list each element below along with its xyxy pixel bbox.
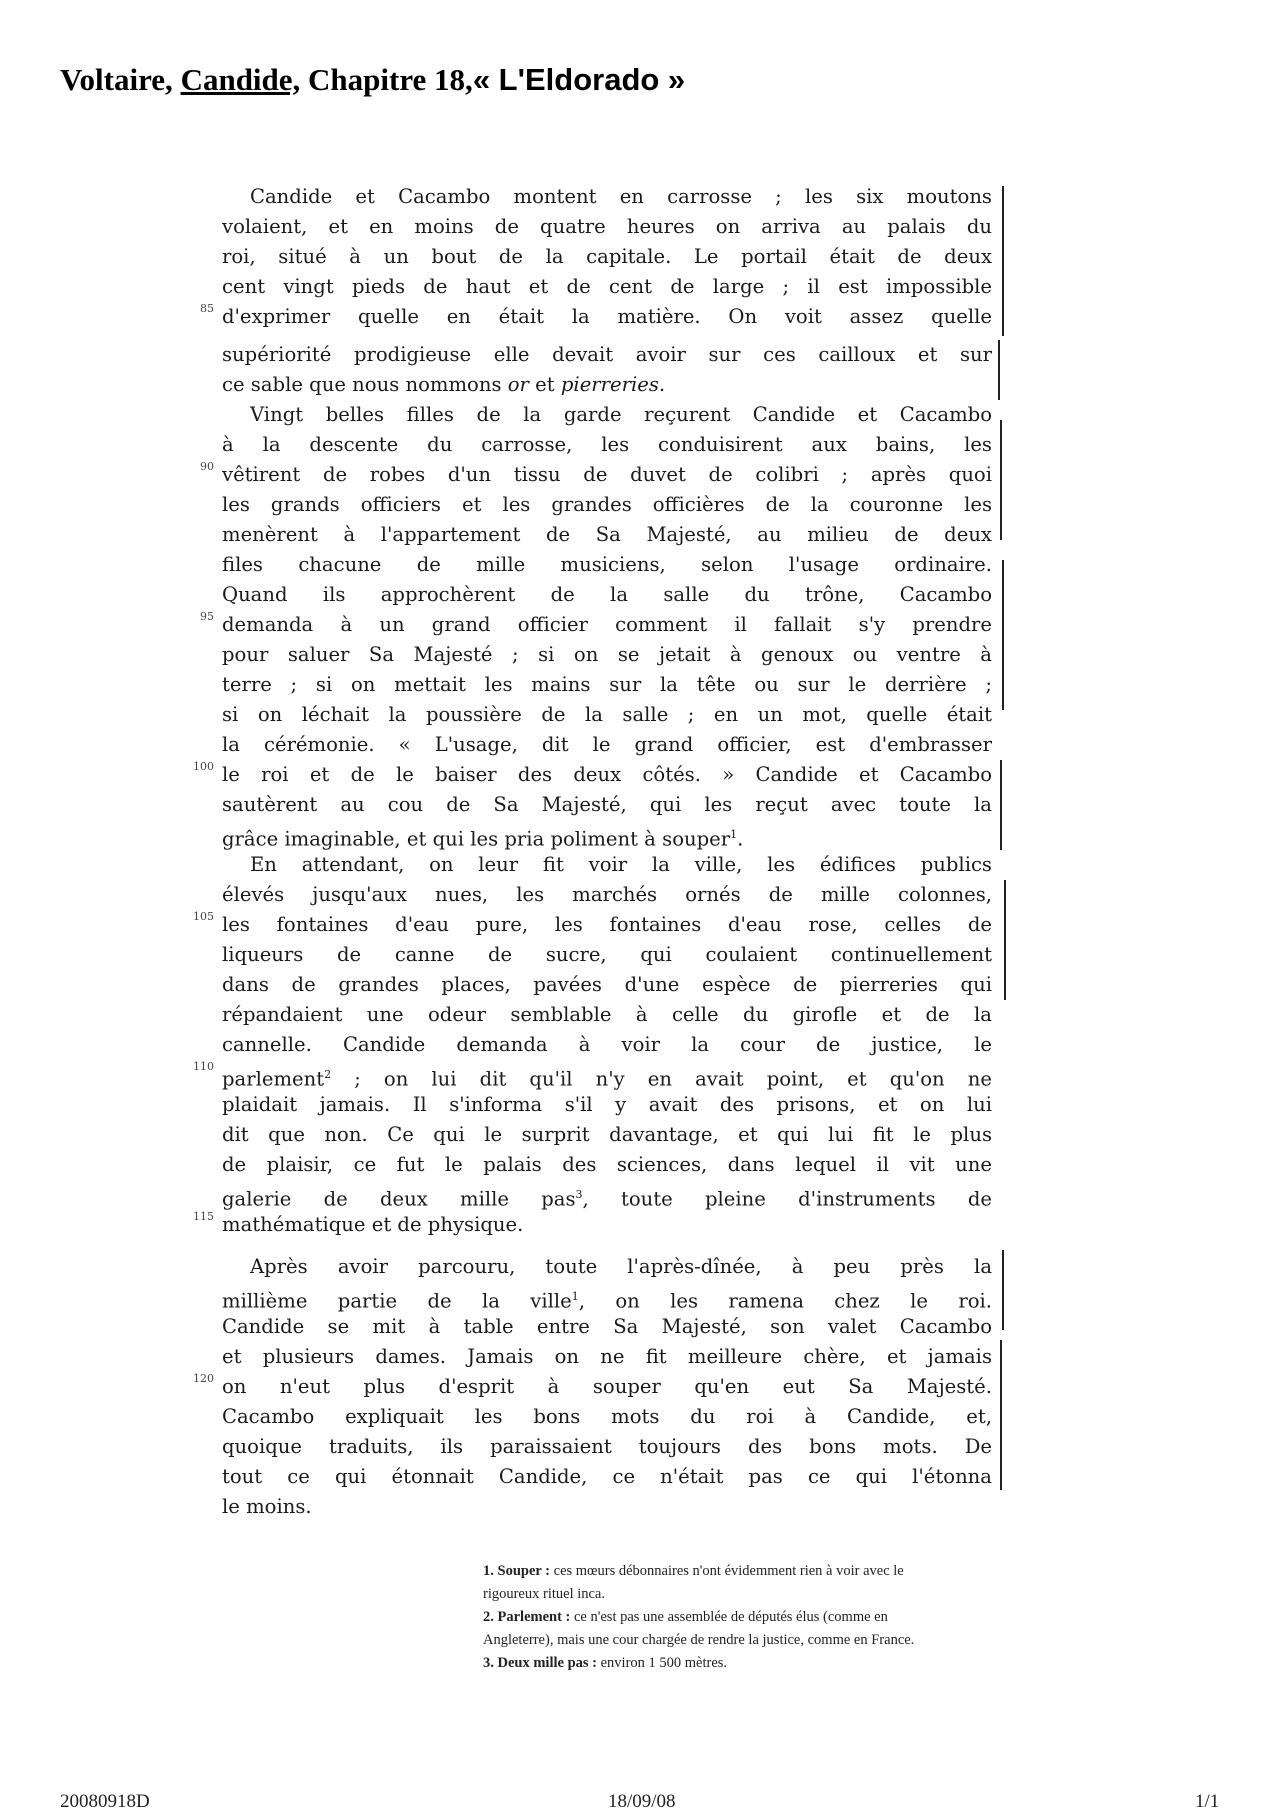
footnote: rigoureux rituel inca. (483, 1586, 605, 1602)
text-line: quoique traduits, ils paraissaient toujours des bons mots. De (222, 1435, 992, 1458)
text-line: mathématique et de physique. (222, 1213, 524, 1236)
work-title: Candide, (180, 62, 301, 97)
text-line: parlement$^2$ ; on lui dit qu'il n'y en avait point, et qu'on ne (222, 1067, 992, 1090)
footnote: Angleterre), mais une cour chargée de rendre la justice, comme en France. (483, 1632, 915, 1648)
footnote-ref: 1 (571, 1290, 579, 1303)
line-number: 85 (200, 302, 214, 315)
line-number: 100 (193, 760, 214, 773)
page-title (60, 62, 685, 98)
text-line: les grands officiers et les grandes officières de la couronne les (222, 493, 992, 516)
footnote-ref: 2 (324, 1068, 332, 1081)
text-line: Candide et Cacambo montent en carrosse ; les six moutons (250, 185, 992, 208)
text-line: terre ; si on mettait les mains sur la tête ou sur le derrière ; (222, 673, 992, 696)
text-line: on n'eut plus d'esprit à souper qu'en eut Sa Majesté. (222, 1375, 992, 1398)
footnote-ref: 3 (575, 1188, 583, 1201)
chapter-label: Chapitre 18, (308, 62, 473, 97)
line-number: 120 (193, 1372, 214, 1385)
text-line: menèrent à l'appartement de Sa Majesté, au milieu de deux (222, 523, 992, 546)
margin-rule (998, 340, 1000, 400)
margin-rule (1000, 1340, 1002, 1490)
text-line: demanda à un grand officier comment il fallait s'y prendre (222, 613, 992, 636)
text-line: Quand ils approchèrent de la salle du trône, Cacambo (222, 583, 992, 606)
text-line: et plusieurs dames. Jamais on ne fit meilleure chère, et jamais (222, 1345, 992, 1368)
text-line: En attendant, on leur fit voir la ville, les édifices publics (250, 853, 992, 876)
text-line: à la descente du carrosse, les conduisirent aux bains, les (222, 433, 992, 456)
text-line: Vingt belles filles de la garde reçurent Candide et Cacambo (250, 403, 992, 426)
text-line: grâce imaginable, et qui les pria poliment à souper$^1$. (222, 827, 744, 850)
text-line: volaient, et en moins de quatre heures on arriva au palais du (222, 215, 992, 238)
text-line: si on léchait la poussière de la salle ; en un mot, quelle était (222, 703, 992, 726)
margin-rule (1000, 760, 1002, 850)
text-line: le moins. (222, 1495, 312, 1518)
text-line: plaidait jamais. Il s'informa s'il y avait des prisons, et on lui (222, 1093, 992, 1116)
footnote-ref: 1 (730, 828, 738, 841)
footnote: 1. Souper : ces mœurs débonnaires n'ont évidemment rien à voir avec le (483, 1563, 904, 1579)
line-number: 105 (193, 910, 214, 923)
text-line: le roi et de le baiser des deux côtés. » Candide et Cacambo (222, 763, 992, 786)
margin-rule (1002, 560, 1004, 710)
text-line: Après avoir parcouru, toute l'après-dînée, à peu près la (250, 1255, 992, 1278)
text-line: d'exprimer quelle en était la matière. On voit assez quelle (222, 305, 992, 328)
text-line: répandaient une odeur semblable à celle du girofle et de la (222, 1003, 992, 1026)
line-number: 95 (200, 610, 214, 623)
footnote: 2. Parlement : ce n'est pas une assemblée de députés élus (comme en (483, 1609, 888, 1625)
author: Voltaire, (60, 62, 173, 97)
text-line: dit que non. Ce qui le surprit davantage, et qui lui fit le plus (222, 1123, 992, 1146)
text-line: Cacambo expliquait les bons mots du roi à Candide, et, (222, 1405, 992, 1428)
margin-rule (1004, 880, 1006, 1000)
text-line: vêtirent de robes d'un tissu de duvet de colibri ; après quoi (222, 463, 992, 486)
text-line: supériorité prodigieuse elle devait avoir sur ces cailloux et sur (222, 343, 992, 366)
text-line: pour saluer Sa Majesté ; si on se jetait à genoux ou ventre à (222, 643, 992, 666)
footnotes (483, 1560, 1098, 1675)
section-title: « L'Eldorado » (472, 62, 686, 97)
text-line: Candide se mit à table entre Sa Majesté, son valet Cacambo (222, 1315, 992, 1338)
text-line: sautèrent au cou de Sa Majesté, qui les reçut avec toute la (222, 793, 992, 816)
line-number: 115 (193, 1210, 214, 1223)
footnote: 3. Deux mille pas : environ 1 500 mètres. (483, 1655, 728, 1671)
footer-doc-id: 20080918D (60, 1791, 150, 1812)
text-line: galerie de deux mille pas$^3$, toute pleine d'instruments de (222, 1187, 992, 1210)
margin-rule (1000, 420, 1002, 540)
text-line: cent vingt pieds de haut et de cent de large ; il est impossible (222, 275, 992, 298)
text-line: cannelle. Candide demanda à voir la cour de justice, le (222, 1033, 992, 1056)
margin-rule (1002, 1250, 1004, 1330)
text-line: de plaisir, ce fut le palais des sciences, dans lequel il vit une (222, 1153, 992, 1176)
text-line: dans de grandes places, pavées d'une espèce de pierreries qui (222, 973, 992, 996)
text-line: la cérémonie. « L'usage, dit le grand officier, est d'embrasser (222, 733, 992, 756)
text-line: files chacune de mille musiciens, selon l'usage ordinaire. (222, 553, 992, 576)
line-number: 110 (193, 1060, 214, 1073)
text-line: ce sable que nous nommons or et pierreries. (222, 373, 666, 396)
text-line: liqueurs de canne de sucre, qui coulaient continuellement (222, 943, 992, 966)
text-line: tout ce qui étonnait Candide, ce n'était pas ce qui l'étonna (222, 1465, 992, 1488)
footer-page: 1/1 (1195, 1791, 1220, 1812)
footer-date: 18/09/08 (608, 1791, 676, 1812)
text-line: élevés jusqu'aux nues, les marchés ornés de mille colonnes, (222, 883, 992, 906)
text-line: les fontaines d'eau pure, les fontaines d'eau rose, celles de (222, 913, 992, 936)
line-number: 90 (200, 460, 214, 473)
margin-rule (1002, 186, 1004, 336)
text-line: roi, situé à un bout de la capitale. Le portail était de deux (222, 245, 992, 268)
text-line: millième partie de la ville$^1$, on les ramena chez le roi. (222, 1289, 992, 1312)
